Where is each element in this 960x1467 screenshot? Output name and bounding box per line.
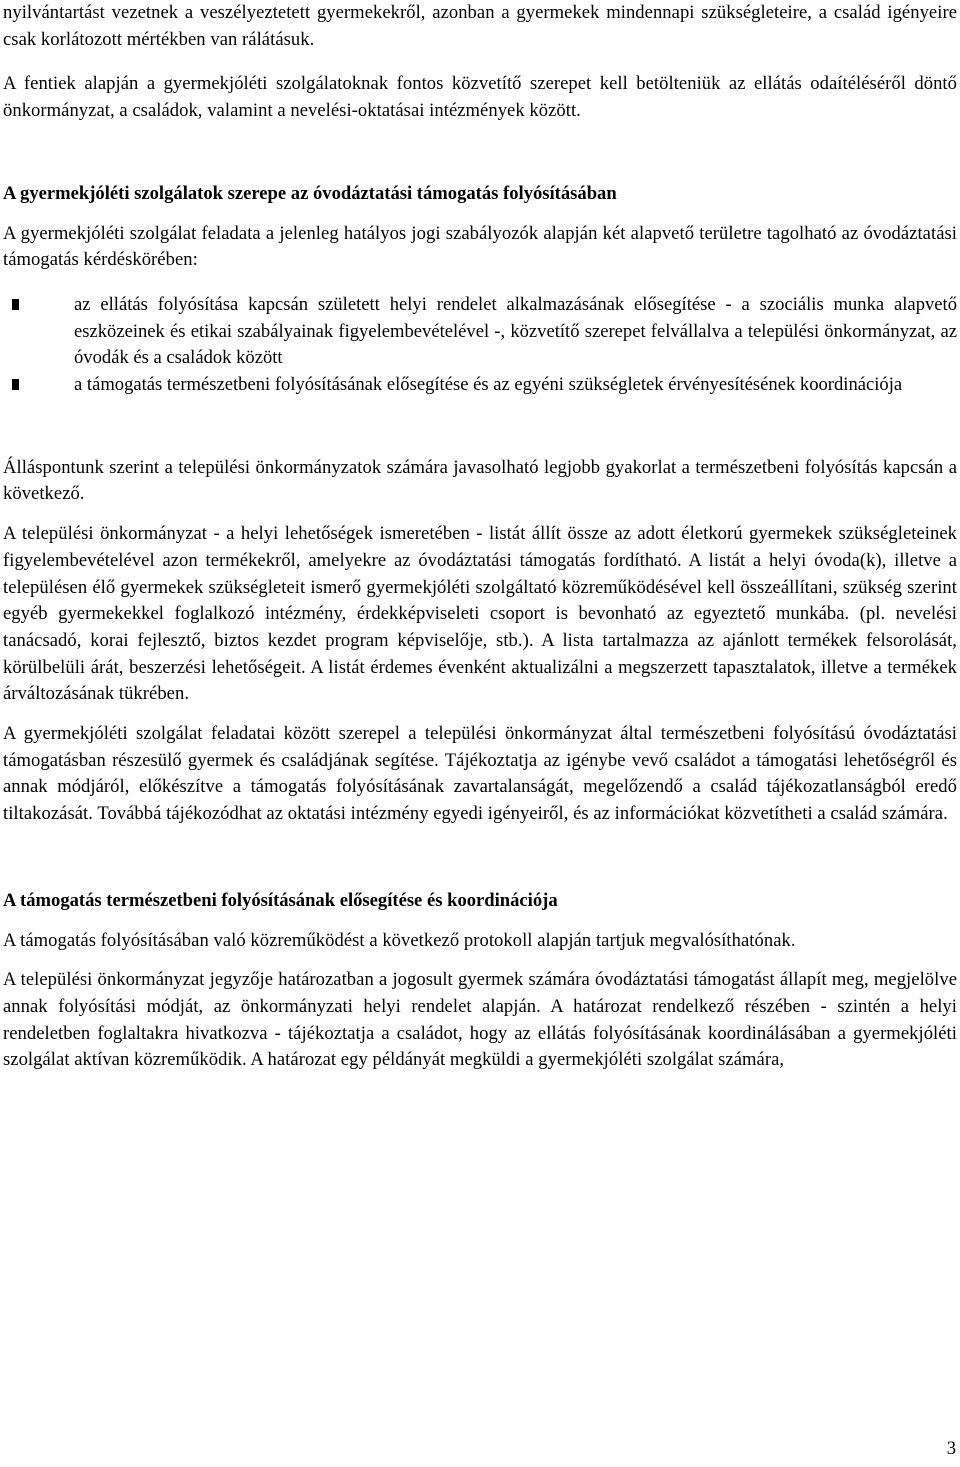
document-page [3,0,957,1074]
bullet-item [3,292,957,372]
paragraph-intro-continued: nyilvántartást vezetnek a veszélyeztetett gyermekekről, azonban a gyermekek mindennapi szükségleteire, a család igényeire csak korlátozott mértékben van rálátásuk. [3,2,957,50]
square-bullet-icon [12,379,19,390]
paragraph-role: A gyermekjóléti szolgálat feladata a jelenleg hatályos jogi szabályozók alapján két alapvető területre tagolható az óvodáztatási támogatás kérdéskörében: [3,222,957,271]
bullet-text: az ellátás folyósítása kapcsán született helyi rendelet alkalmazásának elősegítése - a szociális munka alapvető eszközeinek és etikai szabályainak figyelembevételével -, közvetítő szerepet felvállalva a települési önkormányzat, az óvodák és a családok között [74,293,957,369]
section-heading-role: A gyermekjóléti szolgálatok szerepe az óvodáztatási támogatás folyósításában [3,182,617,204]
paragraph-intro-mediation: A fentiek alapján a gyermekjóléti szolgálatoknak fontos közvetítő szerepet kell betölteniük az ellátás odaítéléséről döntő önkormányzat, a családok, valamint a nevelési-oktatásai intézmények között. [3,73,957,122]
section-heading-coordination: A támogatás természetbeni folyósításának elősegítése és koordinációja [3,889,558,911]
paragraph-protocol: A támogatás folyósításában való közreműködést a következő protokoll alapján tartjuk megvalósíthatónak. [3,929,796,951]
bullet-list [3,292,957,399]
square-bullet-icon [12,299,19,310]
bullet-item [3,372,957,399]
paragraph-notary-decision: A települési önkormányzat jegyzője határozatban a jogosult gyermek számára óvodáztatási támogatást állapít meg, megjelölve annak folyósítási módját, az önkormányzati helyi rendelet alapján. A határozat rendelkező részében - szintén a helyi rendeletben foglaltakra hivatkozva - tájékoztatja a családot, hogy az ellátás folyósításának koordinálásában a gyermekjóléti szolgálat aktívan közreműködik. A határozat egy példányát megküldi a gyermekjóléti szolgálat számára, [3,969,957,1071]
paragraph-product-list: A települési önkormányzat - a helyi lehetőségek ismeretében - listát állít össze az adott életkorú gyermekek szükségleteinek figyelembevételével azon termékekről, amelyekre az óvodáztatási támogatás fordítható. A listát a helyi óvoda(k), illetve a településen élő gyermekek szükségleteit ismerő gyermekjóléti szolgáltató közreműködésével kell összeállítani, szükség szerint egyéb gyermekekkel foglalkozó intézmény, érdekképviseleti csoport is bevonható az egyeztető munkába. (pl. nevelési tanácsadó, korai fejlesztő, biztos kezdet program képviselője, stb.). A lista tartalmazza az ajánlott termékek felsorolását, körülbelüli árát, beszerzési lehetőségeit. A listát érdemes évenként aktualizálni a megszerzett tapasztalatok, illetve a termékek árváltozásának tükrében. [3,523,957,705]
page-number: 3 [946,1438,956,1459]
paragraph-position: Álláspontunk szerint a települési önkormányzatok számára javasolható legjobb gyakorlat a természetbeni folyósítás kapcsán a következő. [3,456,957,505]
paragraph-service-tasks: A gyermekjóléti szolgálat feladatai között szerepel a települési önkormányzat által természetbeni folyósítású óvodáztatási támogatásban részesülő gyermek és családjának segítése. Tájékoztatja az igénybe vevő családot a támogatási lehetőségről és annak módjáról, előkészítve a támogatás folyósításának zavartalanságát, megelőzendő a család tájékozatlanságból eredő tiltakozását. Továbbá tájékozódhat az oktatási intézmény egyedi igényeiről, és az információkat közvetítheti a család számára. [3,723,957,825]
bullet-text: a támogatás természetbeni folyósításának elősegítése és az egyéni szükségletek érvényesítésének koordinációja [74,374,903,396]
